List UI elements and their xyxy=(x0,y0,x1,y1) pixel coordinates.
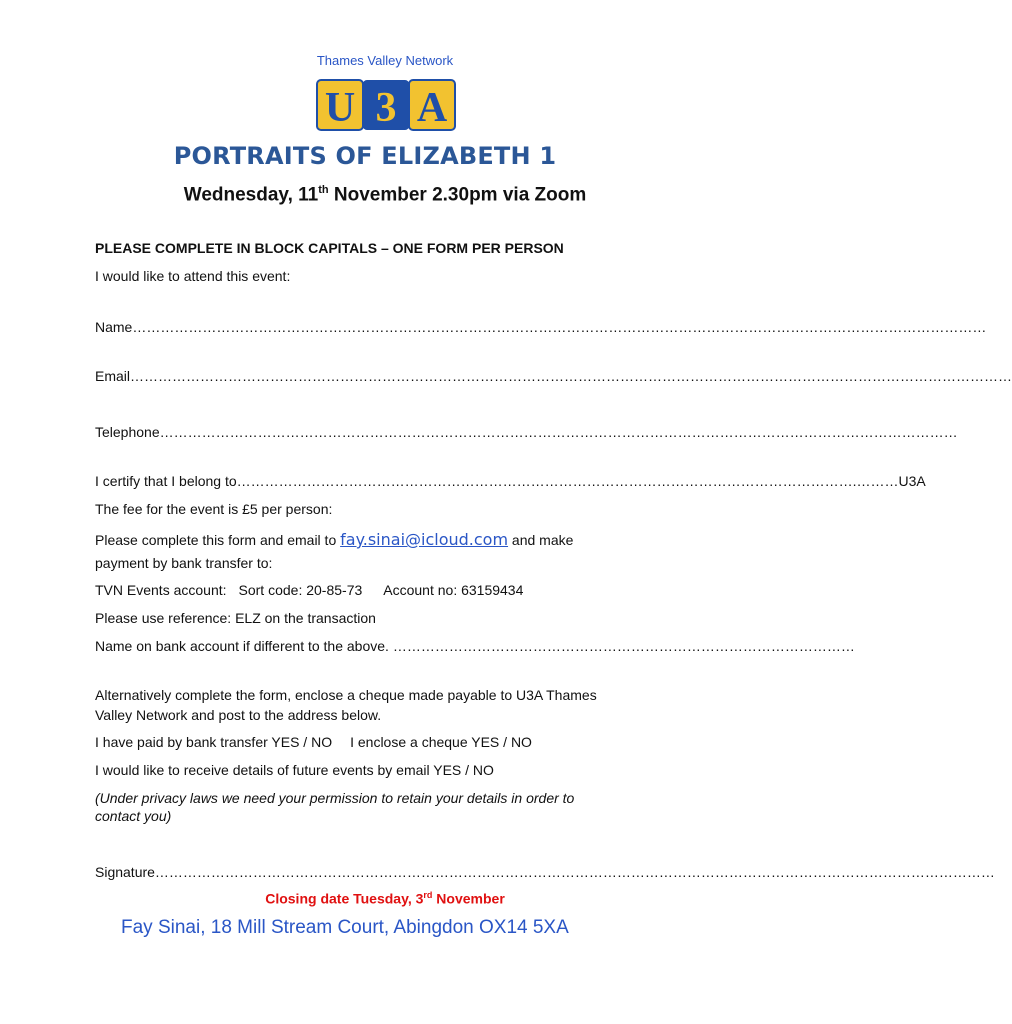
bank-account-name-field[interactable]: Name on bank account if different to the above. ……………………………………………………………………………………… xyxy=(95,638,855,654)
closing-date xyxy=(0,890,770,907)
future-events-option[interactable]: I would like to receive details of future events by email YES / NO xyxy=(95,762,494,778)
account-name: TVN Events account: xyxy=(95,582,227,598)
logo-letter-3: 3 xyxy=(375,85,397,131)
event-date-rest: November 2.30pm via Zoom xyxy=(328,184,587,206)
payment-text: payment by bank transfer to: xyxy=(95,555,273,571)
cheque-option[interactable]: I enclose a cheque YES / NO xyxy=(350,734,532,750)
closing-date-start: Closing date Tuesday, 3 xyxy=(265,890,424,907)
logo-letter-a: A xyxy=(416,85,448,131)
payment-reference: Please use reference: ELZ on the transaction xyxy=(95,610,376,626)
cheque-instructions-line-2: Valley Network and post to the address below. xyxy=(95,707,382,723)
event-title: PORTRAITS OF ELIZABETH 1 xyxy=(173,142,557,170)
privacy-note-line-1: (Under privacy laws we need your permission to retain your details in order to xyxy=(95,790,575,806)
event-date xyxy=(0,184,770,206)
name-field[interactable]: Name………………………………………………………………………………………………………………………………………………………………… xyxy=(95,319,987,335)
u3a-membership-field[interactable]: I certify that I belong to…………………………………………………………………………………………………………………….………U3A xyxy=(95,473,926,489)
email-instructions-start: Please complete this form and email to xyxy=(95,532,341,548)
signature-field[interactable]: Signature……………………………………………………………………………………………………………………………………………………………… xyxy=(95,864,995,880)
event-date-start: Wednesday, 11 xyxy=(183,184,319,206)
u3a-logo xyxy=(317,80,455,130)
email-field[interactable]: Email……………………………………………………………………………………………………………………………………………………………………… xyxy=(95,368,1012,384)
email-instructions xyxy=(95,530,573,549)
sort-code: Sort code: 20-85-73 xyxy=(238,582,363,598)
logo-letter-u: U xyxy=(324,85,356,131)
form-instruction: PLEASE COMPLETE IN BLOCK CAPITALS – ONE FORM PER PERSON xyxy=(95,240,564,256)
payment-method-row xyxy=(95,734,532,750)
account-number: Account no: 63159434 xyxy=(383,582,524,598)
event-date-suffix: th xyxy=(318,184,329,196)
email-instructions-end: and make xyxy=(508,532,574,548)
privacy-note-line-2: contact you) xyxy=(95,808,172,824)
organiser-email-link[interactable]: fay.sinai@icloud.com xyxy=(340,530,509,549)
closing-date-suffix: rd xyxy=(423,890,433,900)
cheque-instructions-line-1: Alternatively complete the form, enclose a cheque made payable to U3A Thames xyxy=(95,687,597,703)
postal-address: Fay Sinai, 18 Mill Stream Court, Abingdon OX14 5XA xyxy=(121,917,569,938)
telephone-field[interactable]: Telephone……………………………………………………………………………………………………………………………………………………… xyxy=(95,424,958,440)
bank-details xyxy=(95,582,523,598)
closing-date-month: November xyxy=(432,890,505,907)
network-name: Thames Valley Network xyxy=(316,53,454,68)
attend-text: I would like to attend this event: xyxy=(95,268,291,284)
fee-text: The fee for the event is £5 per person: xyxy=(95,501,333,517)
bank-transfer-option[interactable]: I have paid by bank transfer YES / NO xyxy=(95,734,333,750)
